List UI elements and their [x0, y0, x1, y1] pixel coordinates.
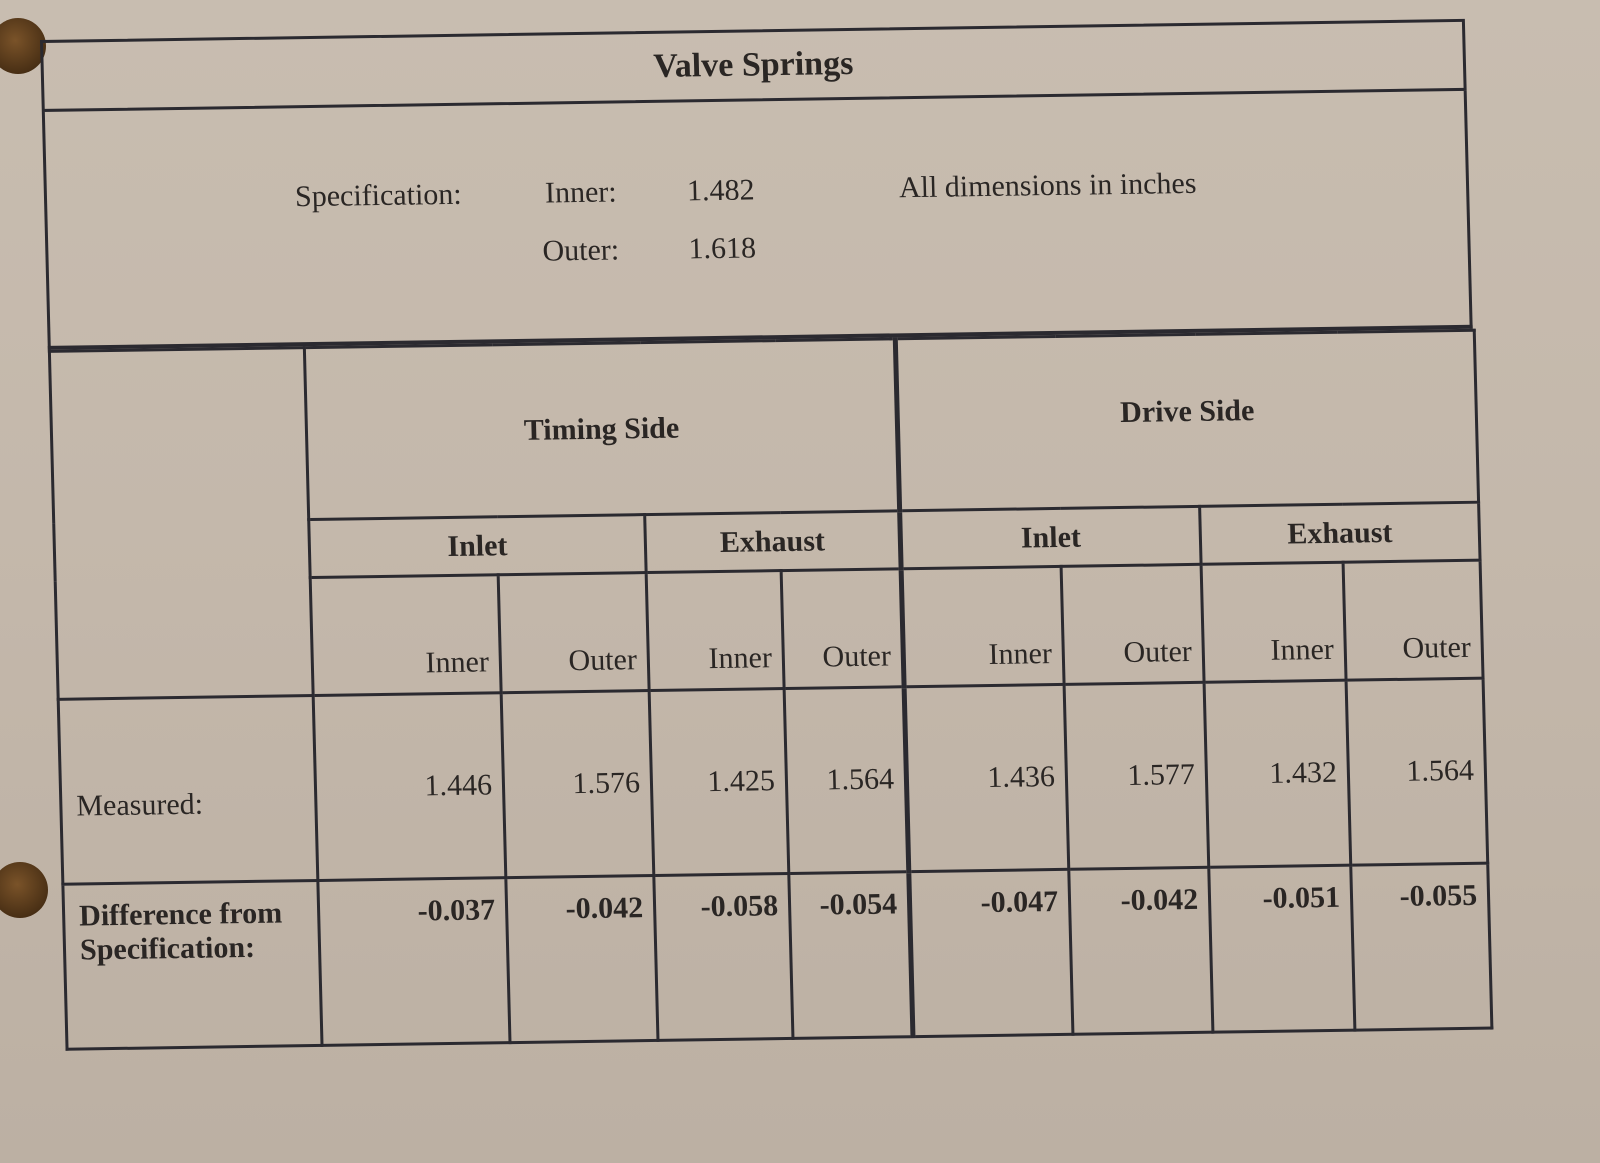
difference-label-line: Difference from: [78, 896, 283, 933]
measured-value: 1.425: [649, 689, 789, 876]
difference-row: [63, 863, 1492, 1049]
valve-springs-table: [40, 19, 1505, 1040]
punch-hole: [0, 18, 46, 74]
column-header: Outer: [1343, 560, 1483, 680]
measured-row: [58, 678, 1488, 884]
column-header: Inner: [646, 571, 784, 691]
timing-side-header: Timing Side: [304, 339, 899, 520]
measured-value: 1.564: [784, 687, 909, 874]
difference-label: [63, 880, 322, 1049]
column-header: Outer: [1061, 564, 1204, 684]
column-header: Outer: [498, 573, 649, 693]
difference-value: -0.054: [789, 872, 913, 1039]
difference-value: -0.037: [318, 878, 510, 1046]
column-header: Inner: [901, 566, 1064, 686]
difference-value: -0.051: [1209, 865, 1355, 1032]
spec-inner-label: Inner:: [544, 175, 618, 210]
table-title: Valve Springs: [40, 19, 1467, 112]
measured-value: 1.564: [1346, 678, 1488, 865]
measured-value: 1.576: [501, 691, 654, 878]
measured-value: 1.577: [1064, 682, 1209, 869]
measured-value: 1.436: [904, 684, 1069, 871]
difference-value: -0.047: [909, 869, 1073, 1036]
column-header: Inner: [310, 575, 501, 696]
units-note: All dimensions in inches: [898, 166, 1197, 205]
difference-value: -0.042: [506, 875, 658, 1042]
difference-value: -0.058: [654, 873, 793, 1040]
specification-block: [42, 91, 1473, 350]
spec-inner-value: 1.482: [686, 173, 755, 208]
column-header: Outer: [781, 569, 904, 689]
column-header: Inner: [1201, 562, 1346, 682]
difference-value: -0.055: [1351, 863, 1492, 1030]
measured-label: Measured:: [58, 696, 318, 885]
difference-value: -0.042: [1069, 867, 1213, 1034]
corner-cell: [49, 348, 313, 700]
drive-exhaust-header: Exhaust: [1200, 502, 1480, 564]
spec-outer-label: Outer:: [542, 233, 620, 268]
measured-value: 1.432: [1204, 680, 1351, 867]
spec-outer-value: 1.618: [688, 231, 757, 266]
specification-label: Specification:: [294, 177, 463, 214]
timing-inlet-header: Inlet: [309, 515, 646, 578]
difference-label-line: Specification:: [79, 930, 256, 967]
measured-value: 1.446: [313, 693, 506, 881]
punch-hole: [0, 862, 48, 918]
measurements-grid: [48, 329, 1494, 1051]
timing-exhaust-header: Exhaust: [645, 511, 901, 573]
drive-side-header: Drive Side: [895, 330, 1478, 511]
drive-inlet-header: Inlet: [900, 506, 1201, 568]
